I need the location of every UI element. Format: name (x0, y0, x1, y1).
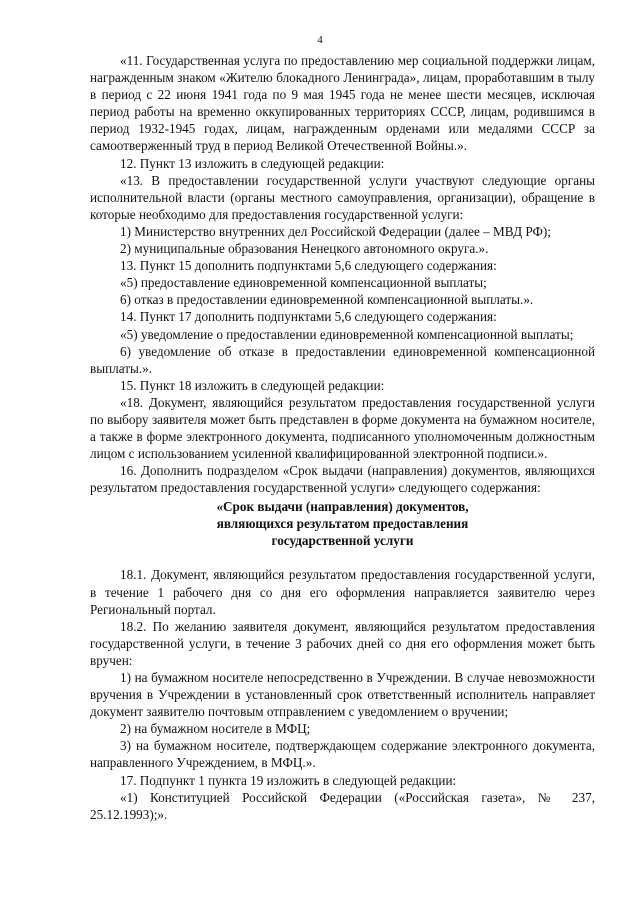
paragraph: 15. Пункт 18 изложить в следующей редакции: (120, 377, 385, 393)
paragraph: «5) уведомление о предоставлении единовременной компенсационной выплаты; (120, 326, 574, 342)
paragraph: 14. Пункт 17 дополнить подпунктами 5,6 следующего содержания: (120, 309, 497, 325)
spacer (90, 549, 595, 566)
paragraph: 2) муниципальные образования Ненецкого автономного округа.». (120, 241, 489, 257)
paragraph: 2) на бумажном носителе в МФЦ; (120, 721, 311, 737)
paragraph: 6) уведомление об отказе в предоставлении единовременной компенсационной выплаты.». (90, 343, 595, 376)
paragraph: «13. В предоставлении государственной услуги участвуют следующие органы исполнительной власти (органы местного самоуправления, организации), обращение в которые необходимо для предоставления государственной услуги: (90, 172, 595, 222)
paragraph: 1) Министерство внутренних дел Российской Федерации (далее – МВД РФ); (120, 223, 551, 239)
paragraph: 12. Пункт 13 изложить в следующей редакции: (120, 155, 385, 171)
paragraph: «18. Документ, являющийся результатом предоставления государственной услуги по выбору заявителя может быть представлен в форме документа на бумажном носителе, а также в форме электронного документа, подписанного уполномоченным должностным лицом с использованием усиленной квалифицированной электронной подписи.». (90, 394, 595, 462)
paragraph: «1) Конституцией Российской Федерации («Российская газета», № 237, 25.12.1993);». (90, 789, 595, 822)
heading-line: являющихся результатом предоставления (216, 516, 469, 532)
paragraph: 6) отказ в предоставлении единовременной компенсационной выплаты.». (120, 292, 534, 308)
page-number: 4 (317, 34, 323, 46)
subsection-heading (90, 498, 595, 549)
paragraph: «5) предоставление единовременной компенсационной выплаты; (120, 275, 487, 291)
heading-line: «Срок выдачи (направления) документов, (216, 499, 469, 515)
paragraph: «11. Государственная услуга по предоставлению мер социальной поддержки лицам, награжденным знаком «Жителю блокадного Ленинграда», лицам, проработавшим в тылу в период с 22 июня 1941 года по 9 мая 1945 года не менее шести месяцев, исключая период работы на временно оккупированных территориях СССР, лицам, родившимся в период 1932-1945 годах, лицам, награжденным орденами или медалями СССР за самоотверженный труд в период Великой Отечественной Войны.». (90, 53, 595, 154)
paragraph: 3) на бумажном носителе, подтверждающем содержание электронного документа, направленного Учреждением, в МФЦ.». (90, 738, 595, 771)
paragraph: 17. Подпункт 1 пункта 19 изложить в следующей редакции: (120, 772, 457, 788)
paragraph: 18.1. Документ, являющийся результатом предоставления государственной услуги, в течение 1 рабочего дня со дня его оформления направляется заявителю через Региональный портал. (90, 567, 595, 617)
document-body (90, 52, 595, 823)
paragraph: 13. Пункт 15 дополнить подпунктами 5,6 следующего содержания: (120, 258, 497, 274)
paragraph: 18.2. По желанию заявителя документ, являющийся результатом предоставления государственной услуги, в течение 3 рабочих дней со дня его оформления может быть вручен: (90, 618, 595, 668)
paragraph: 1) на бумажном носителе непосредственно в Учреждении. В случае невозможности вручения в Учреждении в установленный срок ответственный исполнитель направляет документ заявителю почтовым отправлением с уведомлением о вручении; (90, 670, 595, 720)
heading-line: государственной услуги (271, 533, 414, 549)
paragraph: 16. Дополнить подразделом «Срок выдачи (направления) документов, являющихся результатом предоставления государственной услуги» следующего содержания: (90, 463, 595, 496)
